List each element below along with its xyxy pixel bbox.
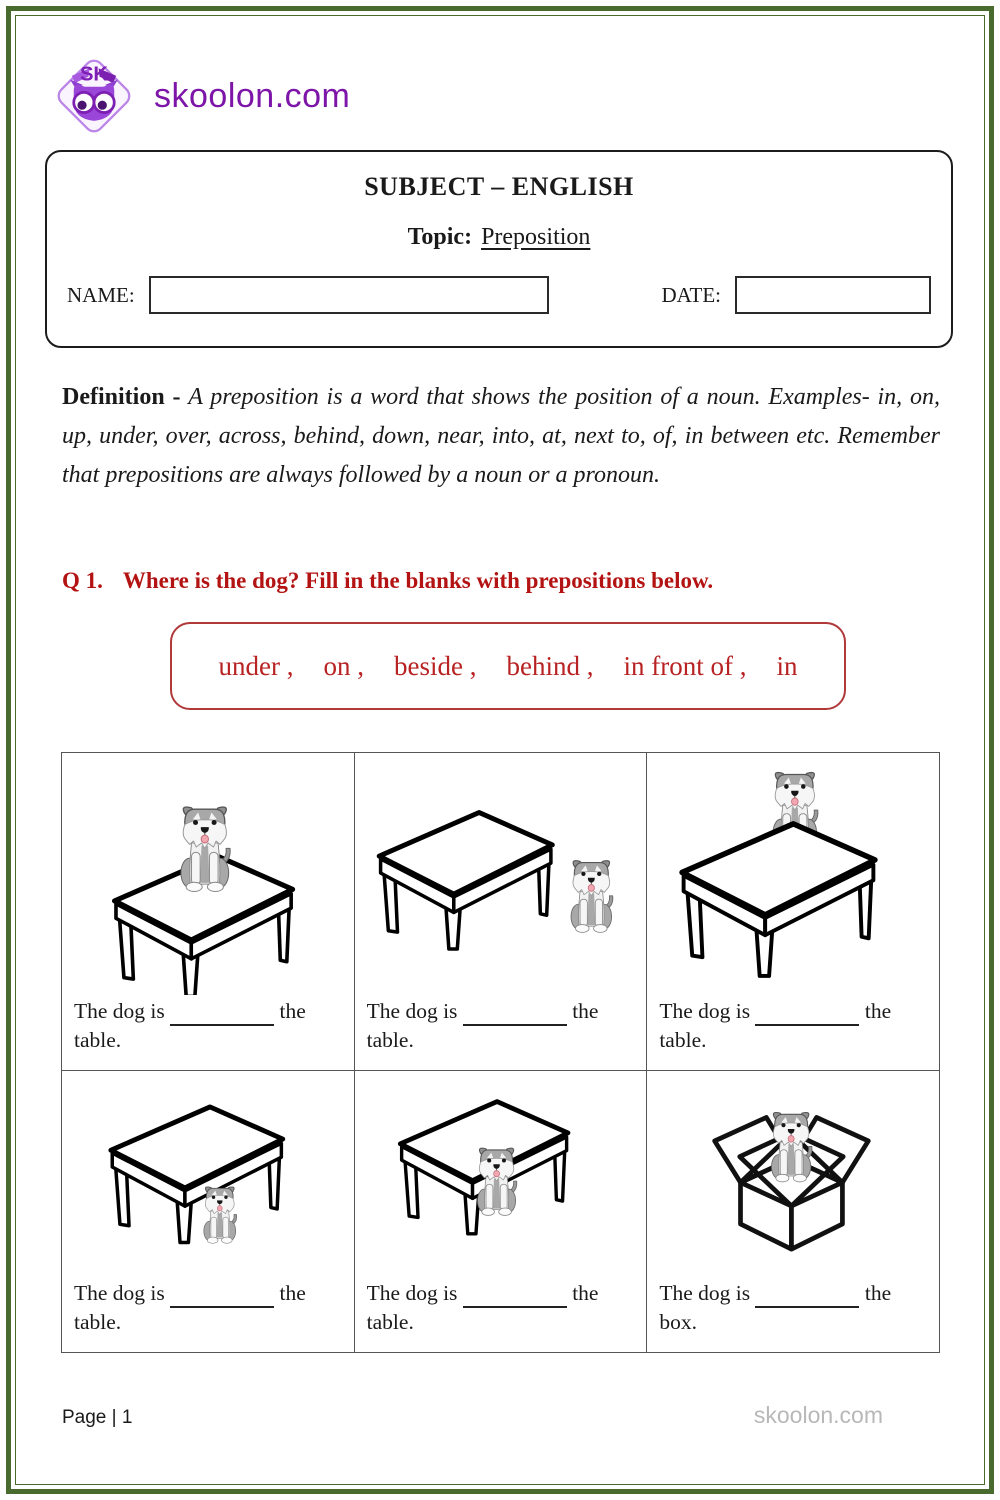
definition-label: Definition - [62, 384, 181, 410]
topic-line [47, 224, 951, 251]
subject-title: SUBJECT – ENGLISH [364, 172, 634, 201]
question-heading [62, 568, 940, 594]
scene-illustration [62, 753, 354, 995]
scene-dog-in-box [651, 1077, 935, 1277]
word-bank-word: on , [323, 650, 364, 681]
answer-blank[interactable] [755, 1002, 859, 1026]
page-number: Page | 1 [62, 1407, 133, 1428]
scene-illustration [62, 1071, 354, 1277]
caption-text-after: the table. [659, 999, 892, 1052]
caption-text-after: the table. [366, 1281, 599, 1334]
exercise-cell [647, 753, 940, 1071]
answer-blank[interactable] [170, 1002, 274, 1026]
exercise-cell [62, 753, 355, 1071]
word-bank-word: behind , [506, 650, 594, 681]
scene-dog-behind-table [651, 759, 935, 995]
cell-caption [647, 995, 939, 1070]
word-bank [170, 622, 846, 710]
caption-text-before: The dog is [366, 999, 458, 1024]
cell-caption [62, 995, 354, 1070]
topic-label: Topic: [407, 224, 473, 250]
scene-illustration [647, 1071, 939, 1277]
caption-text-before: The dog is [659, 999, 751, 1024]
word-bank-word: in [776, 650, 798, 681]
cell-caption [355, 1277, 647, 1352]
question-prompt: Where is the dog? Fill in the blanks with prepositions below. [122, 568, 714, 593]
definition-text: A preposition is a word that shows the position of a noun. Examples- in, on, up, under, over, across, behind, down, near, into, at, next to, of, in between etc. Remember that prepositions are always followed by a noun or a pronoun. [62, 384, 940, 488]
topic-value: Preposition [481, 224, 591, 250]
scene-illustration [647, 753, 939, 995]
exercise-grid [61, 752, 940, 1353]
caption-text-before: The dog is [74, 1281, 165, 1306]
worksheet-header [45, 150, 953, 348]
caption-text-before: The dog is [74, 999, 165, 1024]
scene-illustration [355, 753, 647, 995]
scene-dog-in-front-of-table [359, 1077, 643, 1277]
exercise-cell [355, 753, 648, 1071]
caption-text-before: The dog is [659, 1281, 751, 1306]
exercise-cell [647, 1071, 940, 1353]
caption-text-after: the table. [366, 999, 599, 1052]
word-bank-word: under , [218, 650, 294, 681]
answer-blank[interactable] [755, 1284, 859, 1308]
name-date-row [47, 276, 951, 314]
cell-caption [62, 1277, 354, 1352]
svg-text:SK: SK [79, 63, 109, 86]
answer-blank[interactable] [463, 1284, 567, 1308]
name-group [67, 276, 549, 314]
definition-paragraph [62, 378, 940, 495]
answer-blank[interactable] [463, 1002, 567, 1026]
scene-dog-on-table [66, 759, 350, 995]
answer-blank[interactable] [170, 1284, 274, 1308]
cell-caption [355, 995, 647, 1070]
brand-name: skoolon.com [154, 76, 351, 115]
name-label: NAME: [67, 282, 135, 307]
footer-brand: skoolon.com [753, 1402, 883, 1428]
scene-dog-under-table [66, 1077, 350, 1277]
date-label: DATE: [661, 282, 721, 307]
name-input[interactable] [149, 276, 549, 314]
brand-logo[interactable] [48, 50, 350, 142]
word-bank-list [204, 651, 813, 682]
question-number: Q 1. [62, 568, 103, 593]
caption-text-after: the table. [74, 1281, 306, 1334]
caption-text-after: the table. [74, 999, 306, 1052]
cell-caption [647, 1277, 939, 1352]
scene-illustration [355, 1071, 647, 1277]
date-input[interactable] [735, 276, 931, 314]
caption-text-before: The dog is [366, 1281, 458, 1306]
word-bank-word: beside , [394, 650, 477, 681]
exercise-cell [355, 1071, 648, 1353]
page-footer [62, 1402, 938, 1429]
exercise-cell [62, 1071, 355, 1353]
owl-logo-icon [48, 50, 140, 142]
word-bank-word: in front of , [623, 650, 747, 681]
scene-dog-beside-table [359, 759, 643, 995]
date-group [662, 276, 932, 314]
caption-text-after: the box. [659, 1281, 892, 1334]
